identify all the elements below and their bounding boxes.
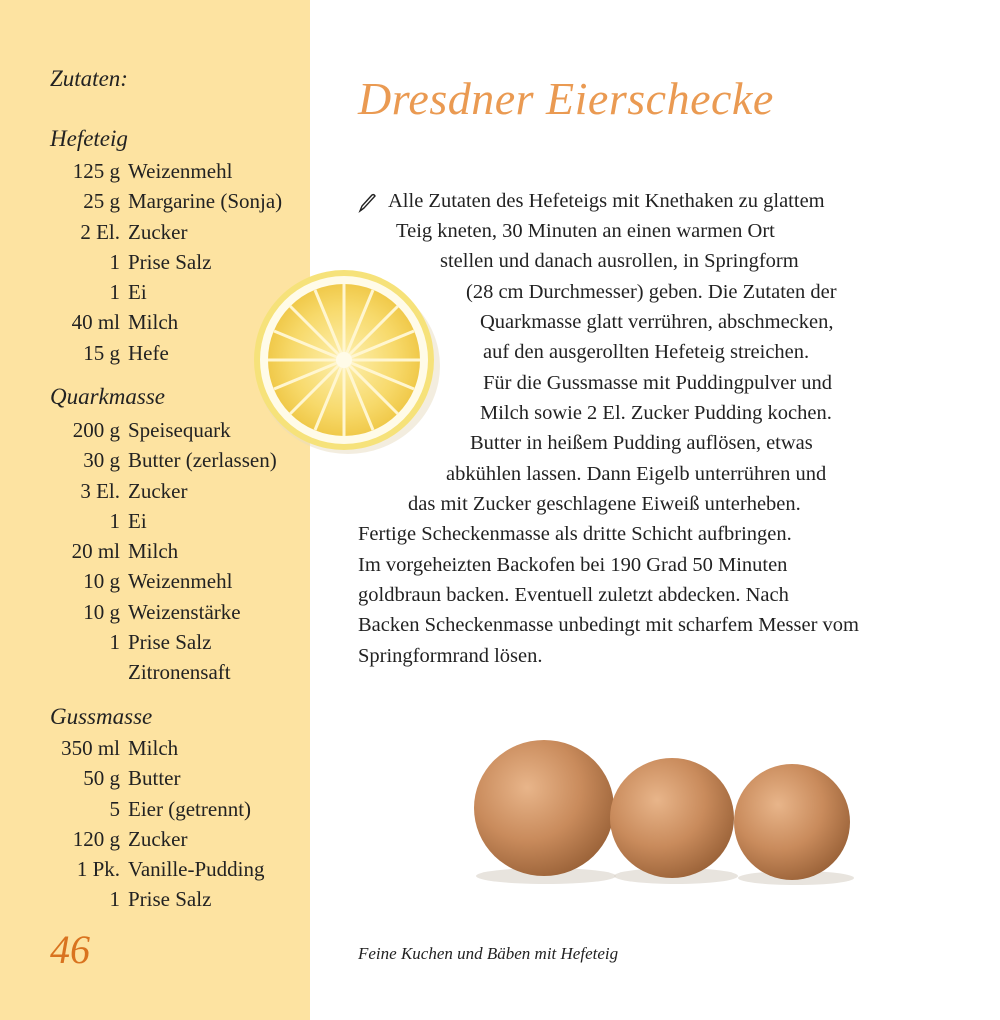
instruction-line: Springformrand lösen. [358,645,543,667]
ingredient-qty: 10 g [83,599,120,624]
ingredient-qty: 20 ml [71,539,120,564]
ingredient-name: Milch [128,310,179,335]
ingredient-row [0,476,310,506]
ingredient-qty: 1 Pk. [76,857,120,882]
ingredient-row [0,536,310,566]
ingredient-row [0,854,310,884]
ingredients-sidebar [0,0,310,1020]
ingredient-qty: 1 [109,249,120,274]
ingredient-name: Butter (zerlassen) [128,448,277,473]
recipe-title: Dresdner Eierschecke [358,73,774,124]
ingredient-qty: 350 ml [61,736,120,760]
ingredient-qty: 125 g [72,159,120,183]
ingredient-qty: 1 [109,508,120,533]
book-footer: Feine Kuchen und Bäben mit Hefeteig [358,944,619,963]
ingredient-name: Prise Salz [128,249,212,274]
ingredient-row [0,506,310,536]
instruction-line: Backen Scheckenmasse unbedingt mit scharfem Messer vom [358,614,859,636]
ingredient-qty: 1 [109,280,120,305]
instruction-line: Für die Gussmasse mit Puddingpulver und [483,372,833,394]
page-number: 46 [50,927,90,972]
ingredient-qty: 1 [109,630,120,655]
instruction-line: Quarkmasse glatt verrühren, abschmecken, [480,311,834,333]
ingredient-qty: 25 g [83,189,120,214]
ingredient-name: Ei [128,280,147,305]
ingredient-qty: 2 El. [80,219,120,244]
instruction-line: Fertige Scheckenmasse als dritte Schicht aufbringen. [358,523,792,545]
eggs-image [466,726,866,886]
instruction-line: Milch sowie 2 El. Zucker Pudding kochen. [480,402,832,424]
instruction-line: Alle Zutaten des Hefeteigs mit Knethaken zu glattem [388,190,825,212]
instruction-line: (28 cm Durchmesser) geben. Die Zutaten der [466,281,837,303]
ingredient-qty: 5 [109,796,120,821]
ingredient-name: Zucker [128,219,188,244]
ingredient-row [0,217,310,247]
ingredient-row [0,186,310,216]
lemon-slice-image [240,268,440,458]
instruction-line: Butter in heißem Pudding auflösen, etwas [470,432,813,454]
instruction-line: Teig kneten, 30 Minuten an einen warmen Ort [396,220,775,242]
pen-icon [356,192,378,214]
ingredient-name: Butter [128,766,181,791]
ingredient-row [0,733,310,763]
ingredient-row [0,627,310,657]
ingredient-name: Prise Salz [128,630,212,655]
ingredient-name: Zitronensaft [128,660,231,685]
ingredient-row [0,566,310,596]
ingredient-qty: 15 g [83,340,120,365]
ingredient-name: Speisequark [128,418,231,442]
ingredient-qty: 3 El. [80,478,120,503]
section-title-hefeteig: Hefeteig [50,126,128,151]
instruction-line: abkühlen lassen. Dann Eigelb unterrühren und [446,463,827,485]
ingredient-name: Milch [128,736,179,760]
ingredient-name: Ei [128,508,147,533]
ingredient-name: Hefe [128,340,169,365]
ingredient-qty: 120 g [72,826,120,851]
section-title-quarkmasse: Quarkmasse [50,384,165,409]
ingredient-qty: 10 g [83,569,120,594]
ingredient-row [0,156,310,186]
ingredient-row [0,763,310,793]
ingredient-row [0,794,310,824]
ingredient-row [0,597,310,627]
ingredients-heading: Zutaten: [50,66,128,91]
ingredient-qty: 200 g [72,418,120,442]
ingredient-name: Prise Salz [128,887,212,912]
ingredient-qty: 40 ml [71,310,120,335]
ingredient-name: Zucker [128,826,188,851]
ingredient-row [0,884,310,914]
ingredient-name: Vanille-Pudding [128,857,265,882]
ingredient-list-gussmasse [0,733,310,915]
ingredient-name: Weizenmehl [128,569,233,594]
ingredient-qty: 1 [109,887,120,912]
ingredient-qty: 50 g [83,766,120,791]
instruction-line: auf den ausgerollten Hefeteig streichen. [483,341,810,363]
instruction-line: stellen und danach ausrollen, in Springform [440,250,799,272]
ingredient-name: Weizenstärke [128,599,241,624]
instruction-line: das mit Zucker geschlagene Eiweiß unterheben. [408,493,801,515]
ingredient-row [0,657,310,687]
ingredient-row [0,824,310,854]
ingredient-name: Eier (getrennt) [128,796,252,821]
ingredient-name: Milch [128,539,179,564]
ingredient-name: Weizenmehl [128,159,233,183]
ingredient-name: Margarine (Sonja) [128,189,283,214]
instruction-line: Im vorgeheizten Backofen bei 190 Grad 50 Minuten [358,554,788,576]
ingredient-name: Zucker [128,478,188,503]
instruction-line: goldbraun backen. Eventuell zuletzt abdecken. Nach [358,584,789,606]
ingredient-qty: 30 g [83,448,120,473]
section-title-gussmasse: Gussmasse [50,704,153,729]
